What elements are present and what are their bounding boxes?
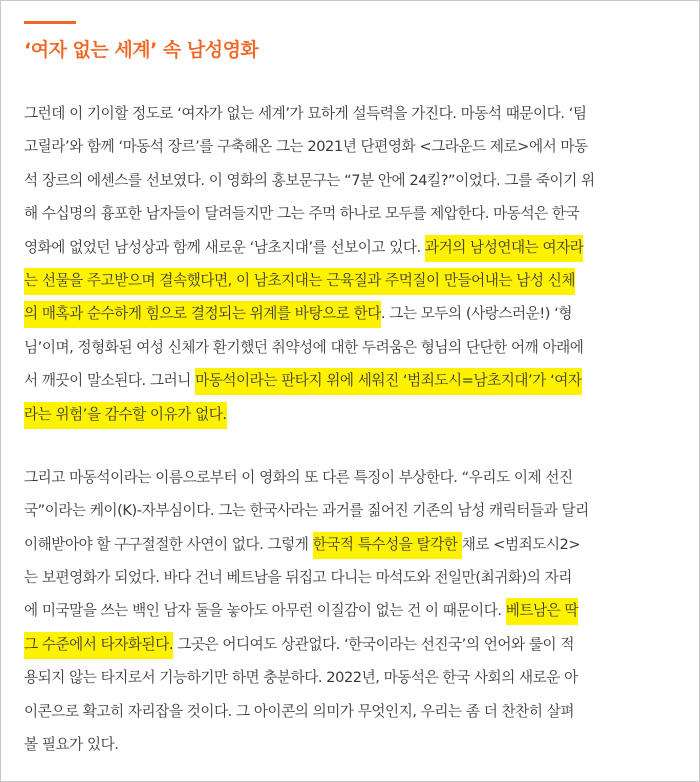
- article-paragraph: [24, 97, 684, 431]
- paragraph-line: [24, 197, 684, 230]
- text-span: 는 보편영화가 되었다. 바다 건너 베트남을 뒤집고 다니는 마석도와 전일만(최귀화)의 자리: [24, 569, 572, 587]
- text-span: 그런데 이 기이할 정도로 ‘여자가 없는 세계’가 묘하게 설득력을 가진다. 마동석 때문이다. ‘팀: [24, 105, 587, 122]
- highlighted-text: 라는 위험’을 감수할 이유가 없다.: [24, 402, 227, 429]
- paragraph-line: [24, 461, 684, 494]
- text-span: 채로 <범죄도시2>: [461, 535, 581, 553]
- paragraph-line: [24, 628, 684, 661]
- text-span: 이해받아야 할 구구절절한 사연이 없다. 그렇게: [24, 535, 313, 553]
- paragraph-line: [24, 594, 684, 627]
- text-span: 용되지 않는 타지로서 기능하기만 하면 충분하다. 2022년, 마동석은 한국 사회의 새로운 아: [24, 669, 578, 687]
- paragraph-line: [24, 398, 684, 431]
- highlighted-text: 한국적 특수성을 탈각한: [313, 532, 462, 559]
- highlighted-text: 베트남은 딱: [506, 598, 578, 625]
- text-span: 고릴라’와 함께 ‘마동석 장르’를 구축해온 그는 2021년 단편영화 <그라운드 제로>에서 마동: [24, 138, 588, 156]
- paragraph-line: [24, 331, 684, 364]
- article-paragraph: [24, 461, 684, 762]
- text-span: 국”이라는 케이(K)-자부심이다. 그는 한국사라는 과거를 짊어진 기존의 남성 캐릭터들과 달리: [24, 502, 589, 520]
- paragraph-line: [24, 297, 684, 330]
- highlighted-text: 마동석이라는 판타지 위에 세워진 ‘범죄도시=남초지대’가 ‘여자: [195, 368, 581, 395]
- text-span: 볼 필요가 있다.: [24, 736, 119, 754]
- highlighted-text: 과거의 남성연대는 여자라: [425, 235, 584, 262]
- text-span: 영화에 없었던 남성상과 함께 새로운 ‘남초지대’를 선보이고 있다.: [24, 238, 425, 256]
- article-heading: ‘여자 없는 세계’ 속 남성영화: [24, 39, 259, 61]
- heading-accent-bar: [24, 21, 76, 24]
- text-span: 그리고 마동석이라는 이름으로부터 이 영화의 또 다른 특징이 부상한다. “우리도 이제 선진: [24, 468, 573, 486]
- paragraph-line: [24, 364, 684, 397]
- paragraph-line: [24, 264, 684, 297]
- paragraph-gap: [24, 431, 684, 461]
- text-span: 이콘으로 확고히 자리잡을 것이다. 그 아이콘의 의미가 무엇인지, 우리는 좀 더 찬찬히 살펴: [24, 702, 574, 720]
- highlighted-text: 그 수준에서 타자화된다.: [24, 632, 173, 659]
- text-span: 서 깨끗이 말소된다. 그러니: [24, 372, 196, 390]
- paragraph-line: [24, 728, 684, 761]
- highlighted-text: 는 선물을 주고받으며 결속했다면, 이 남초지대는 근육질과 주먹질이 만들어내는 남성 신체: [24, 268, 575, 295]
- paragraph-line: [24, 561, 684, 594]
- text-span: 에 미국말을 쓰는 백인 남자 둘을 놓아도 아무런 이질감이 없는 건 이 때문이다.: [24, 602, 506, 620]
- text-span: 석 장르의 에센스를 선보였다. 이 영화의 홍보문구는 “7분 안에 24킬?”이었다. 그를 죽이기 위: [24, 171, 595, 189]
- paragraph-line: [24, 97, 684, 130]
- text-span: 님’이며, 정형화된 여성 신체가 환기했던 취약성에 대한 두려움은 형님의 단단한 어깨 아래에: [24, 338, 584, 356]
- paragraph-line: [24, 130, 684, 163]
- paragraph-line: [24, 494, 684, 527]
- article-body: [24, 97, 684, 761]
- paragraph-line: [24, 695, 684, 728]
- text-span: 해 수십명의 흉포한 남자들이 달려들지만 그는 주먹 하나로 모두를 제압한다. 마동석은 한국: [24, 205, 580, 223]
- paragraph-line: [24, 164, 684, 197]
- paragraph-line: [24, 231, 684, 264]
- paragraph-line: [24, 661, 684, 694]
- text-span: 그곳은 어디여도 상관없다. ‘한국이라는 선진국’의 언어와 룰이 적: [173, 635, 574, 653]
- highlighted-text: 의 매혹과 순수하게 힘으로 결정되는 위계를 바탕으로 한다: [24, 301, 381, 328]
- text-span: . 그는 모두의 (사랑스러운!) ‘형: [380, 305, 573, 323]
- paragraph-line: [24, 528, 684, 561]
